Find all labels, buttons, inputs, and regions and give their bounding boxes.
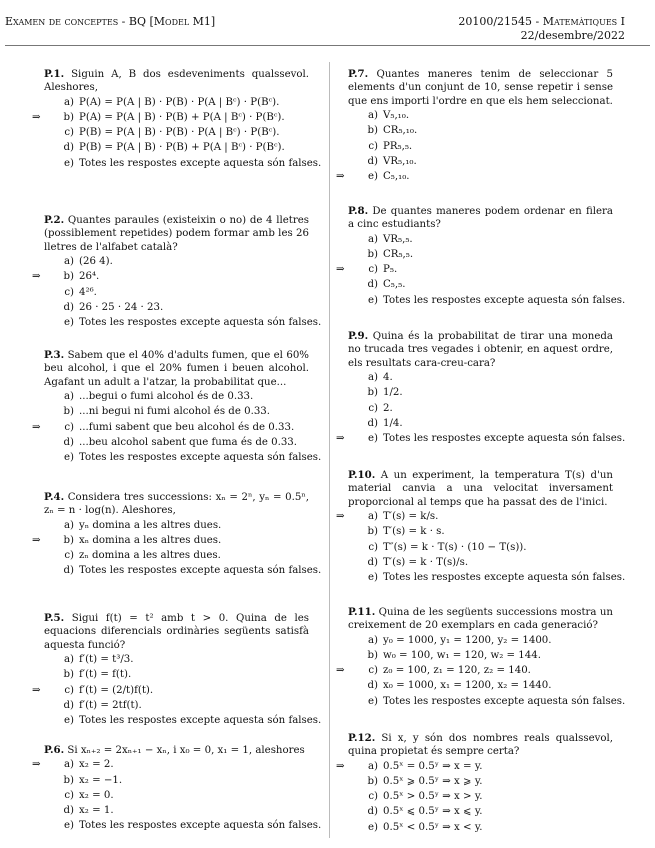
question-number: P.3. bbox=[44, 349, 65, 361]
option-text: Totes les respostes excepte aquesta són falses. bbox=[383, 433, 626, 445]
option-label: e) bbox=[367, 294, 378, 306]
option-text: Totes les respostes excepte aquesta són falses. bbox=[383, 572, 626, 584]
question-11 bbox=[336, 606, 626, 709]
question-number: P.10. bbox=[348, 469, 376, 481]
option-text: 26⁴. bbox=[79, 271, 100, 283]
option-label: b) bbox=[63, 535, 74, 547]
option-label: d) bbox=[63, 699, 74, 711]
answer-option bbox=[336, 759, 613, 774]
option-text: x₂ = 1. bbox=[79, 805, 114, 817]
question-statement: Si xₙ₊₂ = 2xₙ₊₁ − xₙ, i x₀ = 0, x₁ = 1, aleshores bbox=[67, 745, 305, 756]
option-text: Totes les respostes excepte aquesta són falses. bbox=[79, 565, 322, 577]
option-text: 1/4. bbox=[383, 417, 403, 429]
option-text: PR₅,₅. bbox=[383, 140, 413, 152]
answer-option bbox=[348, 789, 613, 804]
option-text: 0.5ˣ < 0.5ʸ ⇒ x < y. bbox=[383, 821, 483, 833]
answer-option bbox=[348, 678, 613, 693]
option-text: T′(s) = k · s. bbox=[383, 526, 445, 538]
option-text: xₙ domina a les altres dues. bbox=[79, 535, 222, 547]
answer-option bbox=[348, 108, 613, 123]
option-text: VR₅,₁₀. bbox=[383, 155, 417, 167]
option-text: P(A) = P(A | B) · P(B) + P(A | Bᶜ) · P(Bᶜ). bbox=[79, 112, 285, 124]
question-statement: Sigui f(t) = t² amb t > 0. Quina de les equacions diferencials ordinàries següents satisfà aquesta funció? bbox=[44, 613, 309, 651]
question-statement: Quina de les següents successions mostra un creixement de 20 exemplars en cada generació? bbox=[348, 607, 613, 632]
option-label: d) bbox=[367, 556, 378, 568]
answer-option bbox=[348, 385, 613, 400]
exam-date: 22/desembre/2022 bbox=[520, 29, 625, 42]
answer-option bbox=[44, 300, 309, 315]
option-text: x₂ = −1. bbox=[79, 774, 123, 786]
option-label: c) bbox=[368, 541, 378, 553]
correct-answer-arrow-icon: ⇒ bbox=[32, 112, 41, 124]
option-label: e) bbox=[367, 821, 378, 833]
answer-option bbox=[44, 518, 309, 533]
option-label: c) bbox=[64, 789, 74, 801]
option-label: a) bbox=[367, 233, 378, 245]
option-text: C₅,₁₀. bbox=[383, 171, 410, 183]
question-number: P.7. bbox=[348, 68, 369, 80]
option-label: e) bbox=[63, 317, 74, 329]
option-label: a) bbox=[63, 256, 74, 268]
option-text: z₀ = 100, z₁ = 120, z₂ = 140. bbox=[383, 665, 531, 677]
question-number: P.8. bbox=[348, 205, 369, 217]
option-text: CR₅,₅. bbox=[383, 249, 414, 261]
option-text: Totes les respostes excepte aquesta són falses. bbox=[79, 452, 322, 464]
answer-option bbox=[336, 509, 613, 524]
column-divider bbox=[329, 62, 330, 838]
answer-option bbox=[44, 652, 309, 667]
option-label: e) bbox=[367, 572, 378, 584]
option-label: c) bbox=[368, 665, 378, 677]
question-text bbox=[44, 491, 309, 518]
correct-answer-arrow-icon: ⇒ bbox=[336, 760, 345, 772]
option-text: Totes les respostes excepte aquesta són falses. bbox=[79, 157, 322, 169]
course-info bbox=[458, 15, 625, 43]
question-statement: Quantes paraules (existeixin o no) de 4 lletres (possiblement repetides) podem formar amb les 26 lletres de l'alfabet català? bbox=[44, 215, 309, 253]
option-label: e) bbox=[367, 433, 378, 445]
option-text: Totes les respostes excepte aquesta són falses. bbox=[79, 715, 322, 727]
option-label: a) bbox=[367, 634, 378, 646]
option-text: T′(s) = k/s. bbox=[383, 511, 439, 523]
option-text: ...ni begui ni fumi alcohol és de 0.33. bbox=[79, 406, 271, 418]
option-label: a) bbox=[63, 96, 74, 108]
answer-option bbox=[348, 555, 613, 570]
answer-option bbox=[44, 548, 309, 563]
answer-option bbox=[44, 803, 309, 818]
option-label: a) bbox=[367, 110, 378, 122]
question-number: P.11. bbox=[348, 606, 376, 618]
option-text: Totes les respostes excepte aquesta són falses. bbox=[383, 294, 626, 306]
question-statement: Siguin A, B dos esdeveniments qualssevol. Aleshores, bbox=[44, 69, 309, 94]
question-number: P.1. bbox=[44, 68, 65, 80]
correct-answer-arrow-icon: ⇒ bbox=[336, 264, 345, 276]
course-code: 20100/21545 - Matemàtiques I bbox=[458, 15, 625, 28]
answer-option bbox=[348, 540, 613, 555]
option-label: d) bbox=[367, 680, 378, 692]
option-label: a) bbox=[63, 759, 74, 771]
option-text: x₂ = 0. bbox=[79, 789, 114, 801]
answer-option bbox=[348, 293, 626, 308]
correct-answer-arrow-icon: ⇒ bbox=[336, 511, 345, 523]
option-label: d) bbox=[367, 417, 378, 429]
question-2 bbox=[32, 214, 322, 330]
option-label: c) bbox=[64, 550, 74, 562]
option-label: b) bbox=[367, 387, 378, 399]
option-text: Totes les respostes excepte aquesta són falses. bbox=[79, 317, 322, 329]
question-8 bbox=[336, 205, 626, 308]
question-5 bbox=[32, 612, 322, 728]
option-label: b) bbox=[63, 406, 74, 418]
answer-option bbox=[348, 648, 613, 663]
answer-option bbox=[44, 140, 309, 155]
option-label: c) bbox=[64, 127, 74, 139]
question-12 bbox=[336, 732, 613, 835]
answer-option bbox=[44, 315, 322, 330]
question-number: P.9. bbox=[348, 330, 369, 342]
option-text: 0.5ˣ ⩽ 0.5ʸ ⇒ x ⩽ y. bbox=[383, 806, 483, 818]
question-statement: Considera tres successions: xₙ = 2ⁿ, yₙ = 0.5ⁿ, zₙ = n · log(n). Aleshores, bbox=[44, 492, 309, 517]
question-text bbox=[348, 732, 613, 759]
question-statement: Sabem que el 40% d'adults fumen, que el 60% beu alcohol, i que el 20% fumen i beuen alcohol. Agafant un adult a l'atzar, la probabilitat que... bbox=[44, 350, 309, 388]
answer-option bbox=[348, 524, 613, 539]
option-label: c) bbox=[64, 286, 74, 298]
option-text: (26 4). bbox=[79, 256, 113, 268]
option-text: P(A) = P(A | B) · P(B) · P(A | Bᶜ) · P(Bᶜ). bbox=[79, 96, 280, 108]
option-label: a) bbox=[367, 760, 378, 772]
question-text bbox=[44, 214, 309, 254]
exam-title: Examen de conceptes - BQ [Model M1] bbox=[5, 15, 216, 28]
option-text: Totes les respostes excepte aquesta són falses. bbox=[79, 820, 322, 832]
option-label: e) bbox=[63, 452, 74, 464]
correct-answer-arrow-icon: ⇒ bbox=[32, 684, 41, 696]
option-text: 0.5ˣ ⩾ 0.5ʸ ⇒ x ⩾ y. bbox=[383, 776, 483, 788]
option-label: d) bbox=[63, 565, 74, 577]
option-text: w₀ = 100, w₁ = 120, w₂ = 144. bbox=[383, 650, 541, 662]
question-text bbox=[348, 330, 613, 370]
question-number: P.6. bbox=[44, 744, 65, 756]
option-text: yₙ domina a les altres dues. bbox=[79, 519, 222, 531]
question-statement: De quantes maneres podem ordenar en filera a cinc estudiants? bbox=[348, 206, 613, 231]
answer-option bbox=[44, 818, 322, 833]
option-text: 1/2. bbox=[383, 387, 403, 399]
option-label: b) bbox=[367, 249, 378, 261]
answer-option bbox=[44, 450, 322, 465]
answer-option bbox=[336, 663, 613, 678]
option-text: VR₅,₅. bbox=[383, 233, 413, 245]
option-label: b) bbox=[367, 526, 378, 538]
option-text: ...begui o fumi alcohol és de 0.33. bbox=[79, 391, 254, 403]
answer-option bbox=[44, 667, 309, 682]
answer-option bbox=[348, 154, 613, 169]
option-label: b) bbox=[367, 650, 378, 662]
option-text: 4. bbox=[383, 372, 393, 384]
correct-answer-arrow-icon: ⇒ bbox=[32, 421, 41, 433]
answer-option bbox=[336, 169, 613, 184]
answer-option bbox=[348, 804, 613, 819]
answer-option bbox=[32, 533, 309, 548]
answer-option bbox=[32, 269, 309, 284]
option-label: c) bbox=[64, 684, 74, 696]
option-text: zₙ domina a les altres dues. bbox=[79, 550, 221, 562]
question-statement: A un experiment, la temperatura T(s) d'un material canvia a una velocitat inversament proporcional al temps que ha passat des de l'inici. bbox=[348, 470, 613, 508]
answer-option bbox=[44, 254, 309, 269]
answer-option bbox=[336, 431, 626, 446]
option-text: T′(s) = k · T(s)/s. bbox=[383, 556, 469, 568]
question-statement: Quina és la probabilitat de tirar una moneda no trucada tres vegades i obtenir, en aquest ordre, els resultats cara-creu-cara? bbox=[348, 331, 613, 369]
option-label: e) bbox=[367, 695, 378, 707]
option-label: d) bbox=[367, 279, 378, 291]
question-number: P.2. bbox=[44, 214, 65, 226]
answer-option bbox=[348, 123, 613, 138]
answer-option bbox=[348, 633, 613, 648]
question-1 bbox=[32, 68, 322, 171]
answer-option bbox=[348, 416, 613, 431]
answer-option bbox=[348, 247, 613, 262]
question-text bbox=[44, 349, 309, 389]
option-label: a) bbox=[367, 372, 378, 384]
option-label: a) bbox=[63, 654, 74, 666]
answer-option bbox=[32, 757, 309, 772]
option-text: 0.5ˣ = 0.5ʸ ⇒ x = y. bbox=[383, 760, 483, 772]
answer-option bbox=[348, 277, 613, 292]
header-rule bbox=[5, 45, 650, 46]
answer-option bbox=[32, 420, 309, 435]
correct-answer-arrow-icon: ⇒ bbox=[336, 665, 345, 677]
question-3 bbox=[32, 349, 322, 465]
option-label: d) bbox=[63, 436, 74, 448]
question-number: P.4. bbox=[44, 491, 65, 503]
option-text: V₅,₁₀. bbox=[383, 110, 410, 122]
answer-option bbox=[348, 232, 613, 247]
answer-option bbox=[348, 401, 613, 416]
option-text: P₅. bbox=[383, 264, 398, 276]
answer-option bbox=[44, 156, 322, 171]
option-label: b) bbox=[63, 271, 74, 283]
option-text: f′(t) = (2/t)f(t). bbox=[79, 684, 154, 696]
question-text bbox=[348, 469, 613, 509]
option-label: d) bbox=[63, 805, 74, 817]
answer-option bbox=[44, 95, 309, 110]
answer-option bbox=[44, 125, 309, 140]
option-label: b) bbox=[367, 125, 378, 137]
option-text: C₅,₅. bbox=[383, 279, 406, 291]
option-label: b) bbox=[367, 776, 378, 788]
answer-option bbox=[336, 262, 613, 277]
option-label: d) bbox=[367, 806, 378, 818]
answer-option bbox=[348, 139, 613, 154]
question-number: P.5. bbox=[44, 612, 65, 624]
question-10 bbox=[336, 469, 626, 585]
option-label: e) bbox=[367, 171, 378, 183]
question-statement: Si x, y són dos nombres reals qualssevol, quina propietat és sempre certa? bbox=[348, 733, 613, 758]
option-label: e) bbox=[63, 820, 74, 832]
option-label: b) bbox=[63, 669, 74, 681]
correct-answer-arrow-icon: ⇒ bbox=[336, 433, 345, 445]
question-6 bbox=[32, 744, 322, 833]
option-text: T″(s) = k · T(s) · (10 − T(s)). bbox=[383, 541, 527, 553]
option-label: a) bbox=[63, 519, 74, 531]
question-text bbox=[44, 744, 309, 757]
option-label: a) bbox=[367, 511, 378, 523]
question-4 bbox=[32, 491, 322, 579]
option-label: a) bbox=[63, 391, 74, 403]
option-text: y₀ = 1000, y₁ = 1200, y₂ = 1400. bbox=[383, 634, 552, 646]
option-label: c) bbox=[368, 264, 378, 276]
answer-option bbox=[44, 698, 309, 713]
option-label: e) bbox=[63, 157, 74, 169]
answer-option bbox=[44, 713, 322, 728]
option-text: CR₅,₁₀. bbox=[383, 125, 418, 137]
option-text: 26 · 25 · 24 · 23. bbox=[79, 301, 164, 313]
option-label: c) bbox=[64, 421, 74, 433]
question-number: P.12. bbox=[348, 732, 376, 744]
option-label: d) bbox=[63, 142, 74, 154]
question-7 bbox=[336, 68, 613, 184]
option-text: P(B) = P(A | B) · P(B) · P(A | Bᶜ) · P(Bᶜ). bbox=[79, 127, 280, 139]
option-text: 4²⁶. bbox=[79, 286, 97, 298]
answer-option bbox=[44, 773, 309, 788]
option-text: 2. bbox=[383, 402, 393, 414]
answer-option bbox=[348, 820, 613, 835]
answer-option bbox=[44, 285, 309, 300]
option-label: c) bbox=[368, 140, 378, 152]
answer-option bbox=[348, 370, 613, 385]
answer-option bbox=[44, 563, 322, 578]
question-text bbox=[44, 68, 309, 95]
option-label: e) bbox=[63, 715, 74, 727]
answer-option bbox=[44, 389, 309, 404]
option-text: ...beu alcohol sabent que fuma és de 0.33. bbox=[79, 436, 298, 448]
option-label: b) bbox=[63, 774, 74, 786]
correct-answer-arrow-icon: ⇒ bbox=[336, 171, 345, 183]
option-label: d) bbox=[367, 155, 378, 167]
question-text bbox=[44, 612, 309, 652]
option-text: f′(t) = f(t). bbox=[79, 669, 132, 681]
question-9 bbox=[336, 330, 626, 446]
question-text bbox=[348, 68, 613, 108]
correct-answer-arrow-icon: ⇒ bbox=[32, 535, 41, 547]
answer-option bbox=[348, 570, 626, 585]
option-label: c) bbox=[368, 791, 378, 803]
option-text: f′(t) = t³/3. bbox=[79, 654, 134, 666]
option-label: c) bbox=[368, 402, 378, 414]
question-text bbox=[348, 205, 613, 232]
answer-option bbox=[44, 404, 309, 419]
option-label: d) bbox=[63, 301, 74, 313]
correct-answer-arrow-icon: ⇒ bbox=[32, 759, 41, 771]
answer-option bbox=[44, 435, 309, 450]
option-text: ...fumi sabent que beu alcohol és de 0.33. bbox=[79, 421, 295, 433]
option-text: Totes les respostes excepte aquesta són falses. bbox=[383, 695, 626, 707]
correct-answer-arrow-icon: ⇒ bbox=[32, 271, 41, 283]
answer-option bbox=[348, 774, 613, 789]
question-text bbox=[348, 606, 613, 633]
answer-option bbox=[32, 683, 309, 698]
answer-option bbox=[32, 110, 309, 125]
option-text: P(B) = P(A | B) · P(B) + P(A | Bᶜ) · P(Bᶜ). bbox=[79, 142, 285, 154]
option-text: 0.5ˣ > 0.5ʸ ⇒ x > y. bbox=[383, 791, 483, 803]
option-text: x₂ = 2. bbox=[79, 759, 114, 771]
answer-option bbox=[348, 694, 626, 709]
question-statement: Quantes maneres tenim de seleccionar 5 elements d'un conjunt de 10, sense repetir i sense que ens importi l'ordre en que els hem seleccionat. bbox=[348, 69, 613, 107]
option-text: x₀ = 1000, x₁ = 1200, x₂ = 1440. bbox=[383, 680, 552, 692]
answer-option bbox=[44, 788, 309, 803]
option-text: f′(t) = 2tf(t). bbox=[79, 699, 142, 711]
option-label: b) bbox=[63, 112, 74, 124]
